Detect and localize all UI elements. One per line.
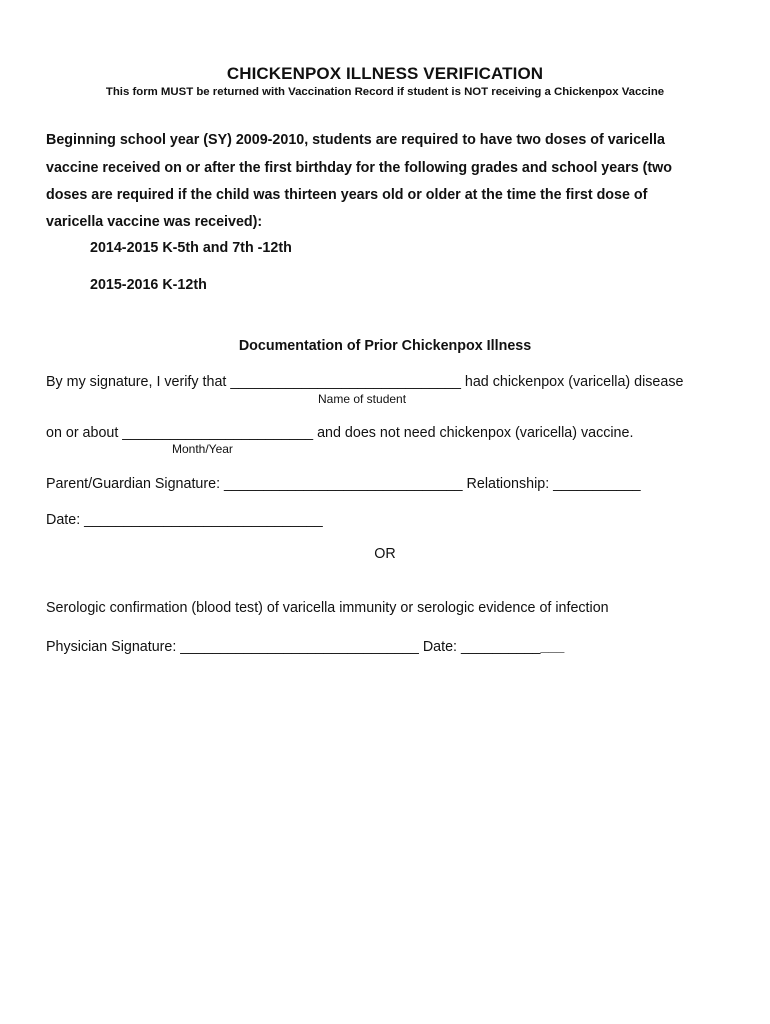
month-year-caption: Month/Year [172,442,233,456]
section-heading: Documentation of Prior Chickenpox Illness [238,338,532,354]
or-separator: OR [374,546,396,562]
illness-date-statement: on or about ________________________ and does not need chickenpox (varicella) vaccine. [46,425,634,441]
student-name-caption: Name of student [318,392,407,406]
intro-line-1: Beginning school year (SY) 2009-2010, students are required to have two doses of varicella [46,132,665,148]
physician-signature-text: Physician Signature: ______________________________ Date: __________ [46,639,541,655]
form-title: CHICKENPOX ILLNESS VERIFICATION [226,64,544,83]
form-subtitle: This form MUST be returned with Vaccination Record if student is NOT receiving a Chickenpox Vaccine [105,86,665,98]
physician-signature-line [46,639,564,655]
intro-line-4: varicella vaccine was received): [46,214,263,230]
intro-line-2: vaccine received on or after the first birthday for the following grades and school years (two [46,160,673,176]
grade-requirement-2015: 2015-2016 K-12th [90,277,207,293]
verify-statement: By my signature, I verify that _____________________________ had chickenpox (varicella) disease [46,374,684,390]
intro-line-3: doses are required if the child was thirteen years old or older at the time the first dose of [46,187,648,203]
parent-signature-line: Parent/Guardian Signature: ______________________________ Relationship: ___________ [46,476,641,492]
serologic-statement: Serologic confirmation (blood test) of varicella immunity or serologic evidence of infection [46,600,609,616]
physician-date-underline-end: ___ [540,639,565,655]
date-line: Date: ______________________________ [46,512,323,528]
grade-requirement-2014: 2014-2015 K-5th and 7th -12th [90,240,292,256]
